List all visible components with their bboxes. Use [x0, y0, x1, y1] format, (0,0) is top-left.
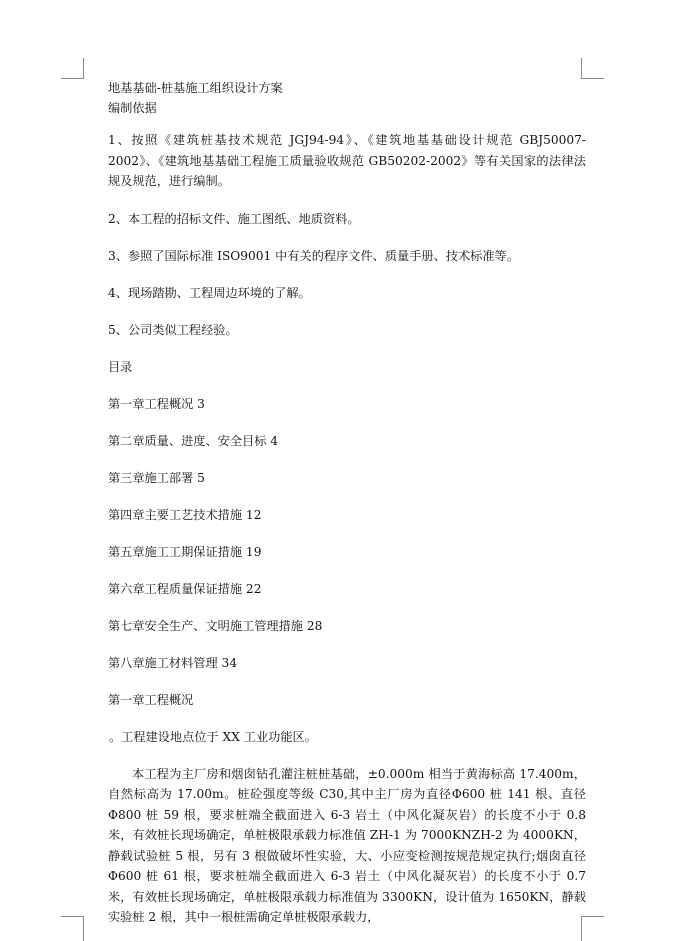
basis-item-2: 2、本工程的招标文件、施工图纸、地质资料。	[108, 211, 360, 226]
toc-heading: 目录	[108, 359, 133, 374]
toc-item: 第三章施工部署 5	[108, 470, 205, 485]
toc-item: 第七章安全生产、文明施工管理措施 28	[108, 618, 323, 633]
basis-item-1: 1、按照《建筑桩基技术规范 JGJ94-94》、《建筑地基基础设计规范 GBJ50007-2002》、《建筑地基基础工程施工质量验收规范 GB50202-2002》等有关国家的法律法规及规范，进行编制。	[108, 133, 586, 188]
toc-item: 第四章主要工艺技术措施 12	[108, 507, 262, 522]
basis-item-4: 4、现场踏勘、工程周边环境的了解。	[108, 285, 311, 300]
document-body	[108, 78, 586, 928]
page-corner-mark-top-right	[581, 58, 604, 79]
chapter-heading: 第一章工程概况	[108, 692, 194, 707]
toc-item: 第八章施工材料管理 34	[108, 655, 238, 670]
toc-item: 第五章施工工期保证措施 19	[108, 544, 262, 559]
page-corner-mark-bottom-left	[61, 916, 84, 941]
section-heading-basis: 编制依据	[108, 101, 157, 115]
document-title: 地基基础-桩基施工组织设计方案	[108, 81, 283, 95]
project-overview-paragraph: 本工程为主厂房和烟囱钻孔灌注桩桩基础，±0.000m 相当于黄海标高 17.400m，自然标高为 17.00m。桩砼强度等级 C30,其中主厂房为直径Φ600 桩 141 根、直径Φ800 桩 59 根，要求桩端全截面进入 6-3 岩土（中风化凝灰岩）的长度不小于 0.8 米，有效桩长现场确定，单桩极限承载力标准值 ZH-1 为 7000KNZH-2 为 4000KN，静载试验桩 5 根，另有 3 根做破坏性实验，大、小应变检测按规范规定执行;烟囱直径Φ600 桩 61 根，要求桩端全截面进入 6-3 岩土（中风化凝灰岩）的长度不小于 0.7 米，有效桩长现场确定，单桩极限承载力标准值为 3300KN，设计值为 1650KN，静载实验桩 2 根，其中一根桩需确定单桩极限承载力，	[108, 766, 586, 924]
toc-item: 第六章工程质量保证措施 22	[108, 581, 262, 596]
basis-item-5: 5、公司类似工程经验。	[108, 322, 238, 337]
page-corner-mark-top-left	[61, 58, 84, 79]
toc-item: 第一章工程概况 3	[108, 396, 205, 411]
basis-item-3: 3、参照了国际标准 ISO9001 中有关的程序文件、质量手册、技术标准等。	[108, 248, 519, 263]
toc-item: 第二章质量、进度、安全目标 4	[108, 433, 279, 448]
location-paragraph: 。工程建设地点位于 XX 工业功能区。	[109, 729, 317, 744]
